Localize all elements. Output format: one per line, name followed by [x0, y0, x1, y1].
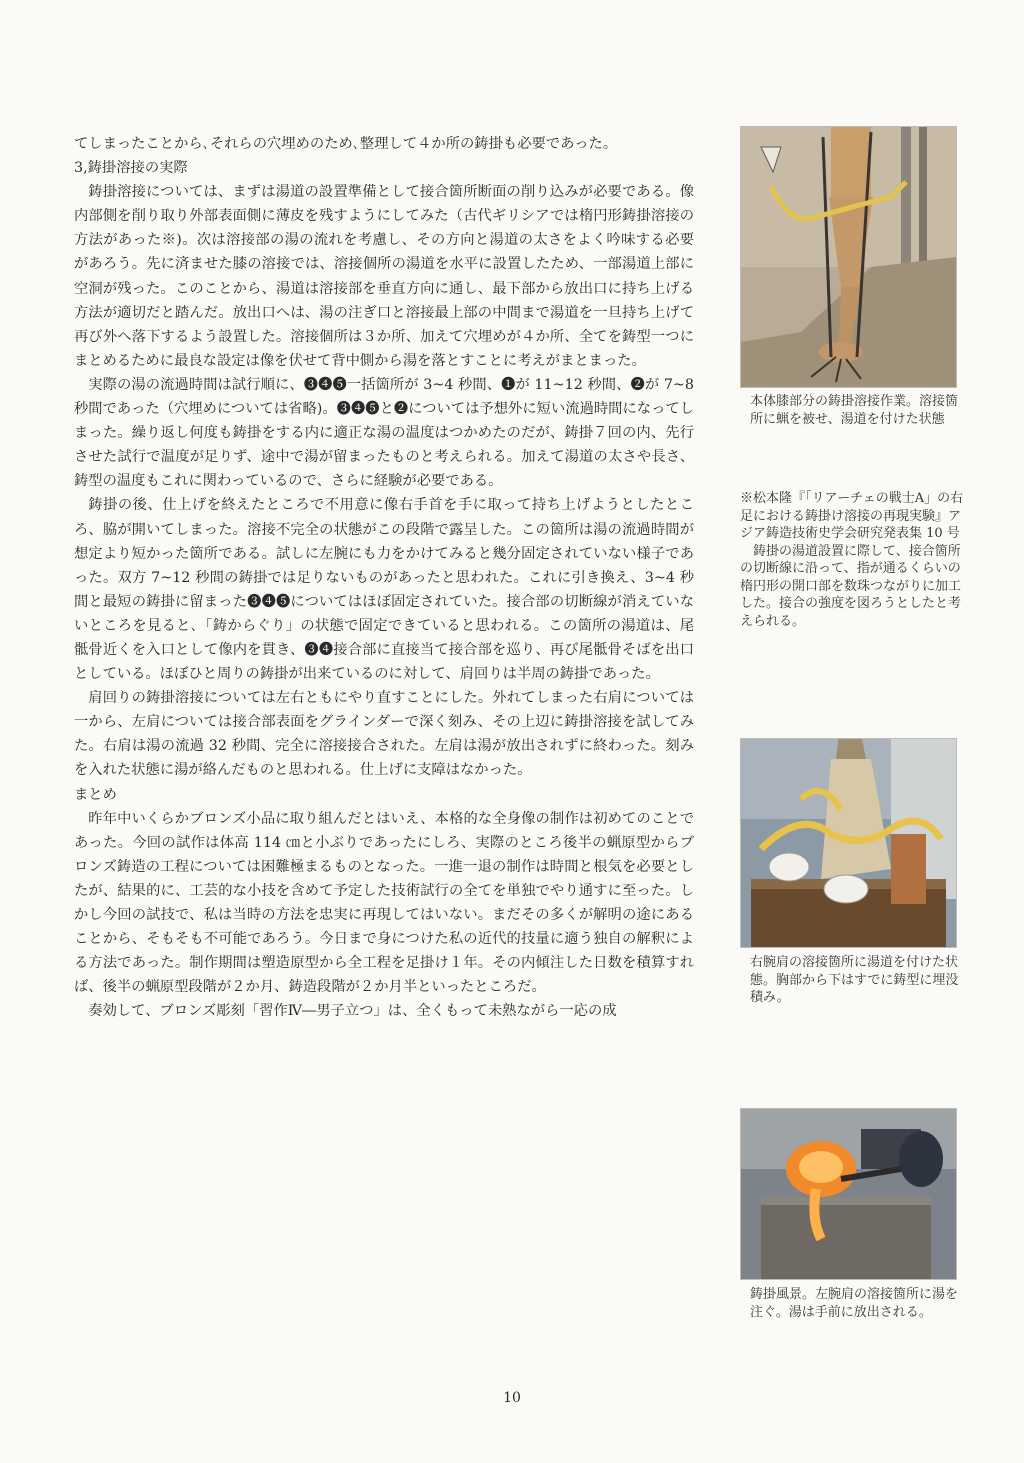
body-paragraph: 鋳掛の後、仕上げを終えたところで不用意に像右手首を手に取って持ち上げようとしたところ、脇が開いてしまった。溶接不完全の状態がこの段階で露呈した。この箇所は湯の流過時間が想定より短かった箇所である。試しに左腕にも力をかけてみると幾分固定されていない様子であった。双方 7~12 秒間の鋳掛では足りないものがあったと思われた。これに引き換え、3~4 秒間と最短の鋳掛に留まった❸❹❺についてはほぼ固定されていた。接合部の切断線が消えていないところを見ると､「鋳からぐり」の状態で固定できていると思われる。この箇所の湯道は、尾骶骨近くを入口として像内を貫き、❸❹接合部に直接当て接合部を巡り、再び尾骶骨そばを出口としている。ほぼひと周りの鋳掛が出来ているのに対して、肩回りは半周の鋳掛であった。: [74, 497, 694, 683]
footnote: [740, 490, 965, 630]
figure-knee: [740, 126, 965, 428]
main-text: [74, 132, 694, 1023]
footnote-body: 鋳掛の湯道設置に際して、接合箇所の切断線に沿って、指が通るくらいの楕円形の開口部を数珠つながりに加工した。接合の強度を図ろうとしたと考えられる。: [740, 543, 962, 629]
body-paragraph: てしまったことから､それらの穴埋めのため､整理して４か所の鋳掛も必要であった。: [74, 136, 618, 152]
knee-welding-photo: [740, 126, 957, 388]
body-paragraph: 奏効して、ブロンズ彫刻「習作Ⅳ―男子立つ」は、全くもって未熟ながら一応の成: [88, 1003, 617, 1020]
pouring-photo: [740, 1108, 957, 1280]
body-paragraph: 鋳掛溶接については、まずは湯道の設置準備として接合箇所断面の削り込みが必要である。像内部側を削り取り外部表面側に薄皮を残すようにしてみた（古代ギリシアでは楕円形鋳掛溶接の方法があった※)。次は溶接部の湯の流れを考慮し、その方向と湯道の太さをよく吟味する必要があろう。先に済ませた膝の溶接では、溶接個所の湯道を水平に設置したため、一部湯道上部に空洞が残った。このことから、湯道は溶接部を垂直方向に通し、最下部から放出口に持ち上げる方法が適切だと踏んだ。放出口へは、湯の注ぎ口と溶接最上部の中間まで湯道を一旦持ち上げて再び外へ落下するよう設置した。溶接個所は３か所、加えて穴埋めが４か所、全てを鋳型一つにまとめるために最良な設定は像を伏せて背中側から湯を落とすことに考えがまとまった。: [74, 184, 694, 369]
photo-caption: 鋳掛風景。左腕肩の溶接箇所に湯を注ぐ。湯は手前に放出される。: [750, 1287, 959, 1320]
body-paragraph: 肩回りの鋳掛溶接については左右ともにやり直すことにした。外れてしまった右肩については一から、左肩については接合部表面をグラインダーで深く刻み、その上辺に鋳掛溶接を試してみた。右肩は湯の流過 32 秒間、完全に溶接接合された。左肩は湯が放出されずに終わった。刻みを入れた状態に湯が絡んだものと思われる。仕上げに支障はなかった。: [74, 690, 694, 779]
footnote-title: ※松本隆『「リアーチェの戦士A」の右足における鋳掛け溶接の再現実験』アジア鋳造技術史学会研究発表集 10 号: [740, 491, 964, 541]
photo-caption: 本体膝部分の鋳掛溶接作業。溶接箇所に蝋を被せ、湯道を付けた状態: [750, 394, 959, 427]
page-number: 10: [503, 1390, 521, 1406]
photo-caption: 右腕肩の溶接箇所に湯道を付けた状態。胸部から下はすでに鋳型に埋没積み。: [750, 955, 959, 1005]
body-paragraph: 昨年中いくらかブロンズ小品に取り組んだとはいえ、本格的な全身像の制作は初めてのことであった。今回の試作は体高 114 ㎝と小ぶりであったにしろ、実際のところ後半の蝋原型からブロンズ鋳造の工程については困難極まるものとなった。一進一退の制作は時間と根気を必要としたが、結果的に、工芸的な小技を含めて予定した技術試行の全てを単独でやり通すに至った。しかし今回の試技で、私は当時の方法を忠実に再現してはいない。まだその多くが解明の途にあることから、そもそも不可能であろう。今日まで身につけた私の近代的技量に適う独自の解釈による方法であった。制作期間は塑造原型から全工程を足掛け１年。その内傾注した日数を積算すれば、後半の蝋原型段階が２か月、鋳造段階が２か月半といったところだ。: [74, 810, 694, 996]
body-paragraph: 実際の湯の流過時間は試行順に、❸❹❺一括箇所が 3~4 秒間、❶が 11~12 秒間、❷が 7~8 秒間であった（穴埋めについては省略)。❸❹❺と❷については予想外に短い流過時間になってしまった。繰り返し何度も鋳掛をする内に適正な湯の温度はつかめたのだが、鋳掛７回の内、先行させた試行で温度が足りず、途中で湯が留まったものと考えられる。加えて湯道の太さや長さ、鋳型の温度もこれに関わっているので、さらに経験が必要である。: [74, 376, 694, 490]
shoulder-welding-photo: [740, 738, 957, 948]
figure-pouring: [740, 1108, 965, 1321]
figure-shoulder: [740, 738, 965, 1007]
section-heading: 3,鋳掛溶接の実際: [74, 160, 188, 177]
summary-heading: まとめ: [74, 786, 117, 803]
